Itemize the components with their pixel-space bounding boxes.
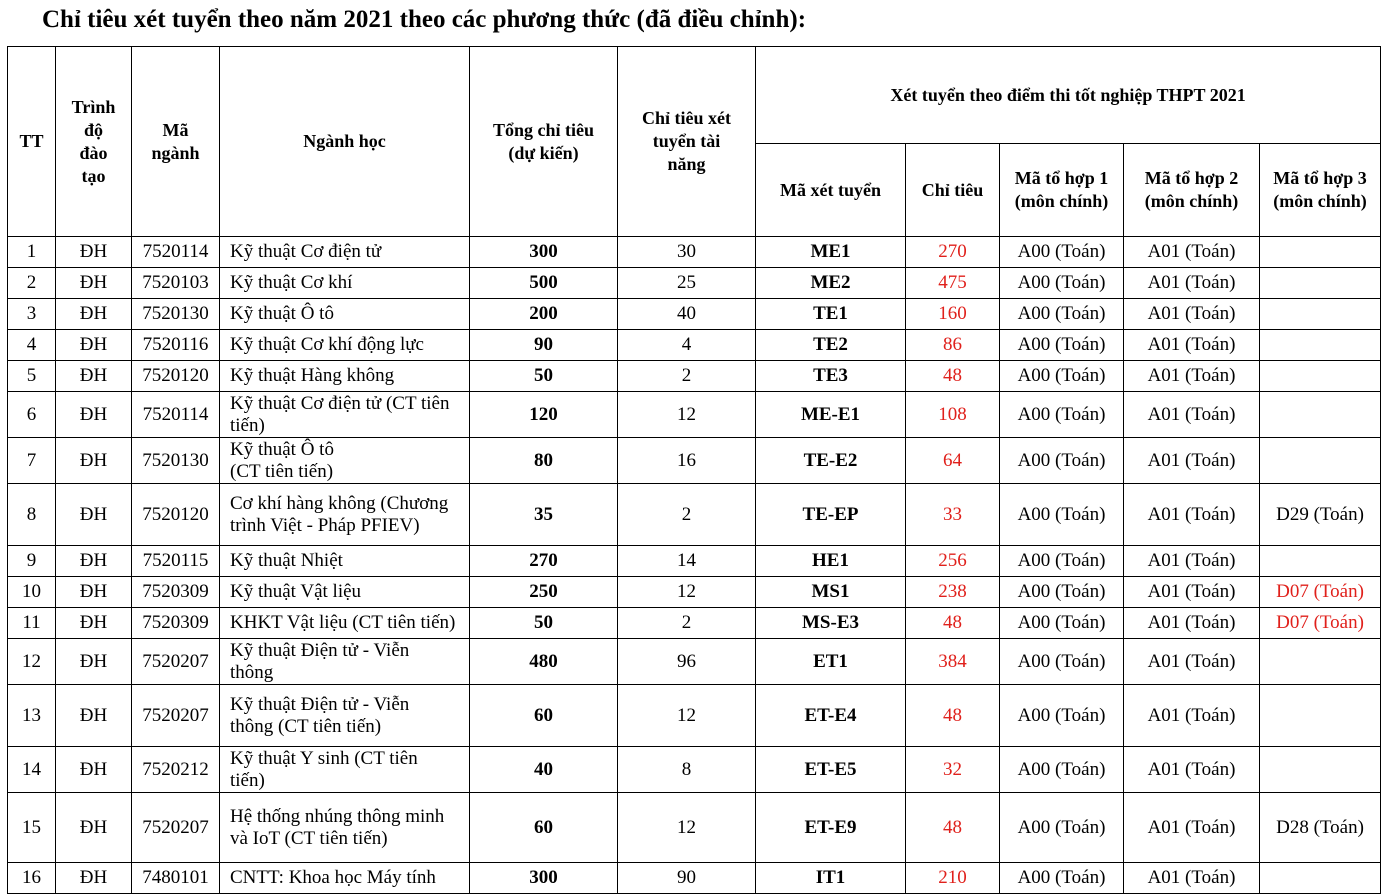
cell-chi-tieu: 270 <box>906 237 1000 268</box>
header-trinh-do: Trình độ đào tạo <box>56 47 132 237</box>
cell-chi-tieu: 384 <box>906 639 1000 685</box>
cell-chi-tieu: 48 <box>906 793 1000 863</box>
cell-tong-chi-tieu: 50 <box>470 608 618 639</box>
cell-ma-xet-tuyen: ET1 <box>756 639 906 685</box>
cell-trinh-do: ĐH <box>56 685 132 747</box>
cell-to-hop-1: A00 (Toán) <box>1000 237 1124 268</box>
nganh-hoc-line: Kỹ thuật Ô tô <box>230 303 334 324</box>
cell-chi-tieu-tai-nang: 2 <box>618 361 756 392</box>
cell-chi-tieu: 160 <box>906 299 1000 330</box>
cell-to-hop-1: A00 (Toán) <box>1000 299 1124 330</box>
cell-tt: 8 <box>8 484 56 546</box>
cell-ma-xet-tuyen: ME1 <box>756 237 906 268</box>
nganh-hoc-line: KHKT Vật liệu (CT tiên tiến) <box>230 612 456 633</box>
cell-trinh-do: ĐH <box>56 268 132 299</box>
cell-chi-tieu-tai-nang: 12 <box>618 793 756 863</box>
nganh-hoc-line: thông <box>230 661 274 683</box>
cell-chi-tieu: 108 <box>906 392 1000 438</box>
cell-tt: 11 <box>8 608 56 639</box>
cell-to-hop-3 <box>1260 392 1381 438</box>
nganh-hoc-line: Kỹ thuật Cơ khí <box>230 272 353 293</box>
cell-nganh-hoc <box>220 392 470 438</box>
cell-tt: 7 <box>8 438 56 484</box>
cell-tt: 2 <box>8 268 56 299</box>
cell-to-hop-3 <box>1260 361 1381 392</box>
cell-to-hop-3 <box>1260 546 1381 577</box>
cell-ma-nganh: 7520207 <box>132 639 220 685</box>
cell-trinh-do: ĐH <box>56 577 132 608</box>
cell-to-hop-2: A01 (Toán) <box>1124 546 1260 577</box>
cell-tt: 6 <box>8 392 56 438</box>
cell-trinh-do: ĐH <box>56 747 132 793</box>
cell-trinh-do: ĐH <box>56 608 132 639</box>
cell-nganh-hoc <box>220 685 470 747</box>
header-tt: TT <box>8 47 56 237</box>
cell-nganh-hoc <box>220 237 470 268</box>
cell-tt: 1 <box>8 237 56 268</box>
cell-tt: 16 <box>8 863 56 894</box>
table-row <box>8 863 1381 894</box>
cell-tong-chi-tieu: 250 <box>470 577 618 608</box>
cell-nganh-hoc <box>220 361 470 392</box>
cell-ma-nganh: 7520120 <box>132 484 220 546</box>
cell-to-hop-3 <box>1260 685 1381 747</box>
table-row <box>8 330 1381 361</box>
cell-nganh-hoc <box>220 546 470 577</box>
cell-to-hop-3 <box>1260 237 1381 268</box>
cell-nganh-hoc <box>220 299 470 330</box>
cell-to-hop-1: A00 (Toán) <box>1000 577 1124 608</box>
header-tong-chi-tieu: Tổng chỉ tiêu (dự kiến) <box>470 47 618 237</box>
cell-to-hop-3 <box>1260 863 1381 894</box>
cell-to-hop-2: A01 (Toán) <box>1124 237 1260 268</box>
header-chi-tieu-tai-nang: Chỉ tiêu xét tuyển tài năng <box>618 47 756 237</box>
cell-chi-tieu-tai-nang: 4 <box>618 330 756 361</box>
cell-ma-nganh: 7520207 <box>132 793 220 863</box>
nganh-hoc-line: Kỹ thuật Hàng không <box>230 365 395 386</box>
cell-tong-chi-tieu: 90 <box>470 330 618 361</box>
cell-ma-xet-tuyen: MS1 <box>756 577 906 608</box>
cell-to-hop-2: A01 (Toán) <box>1124 330 1260 361</box>
cell-to-hop-2: A01 (Toán) <box>1124 392 1260 438</box>
cell-chi-tieu-tai-nang: 2 <box>618 484 756 546</box>
cell-to-hop-1: A00 (Toán) <box>1000 361 1124 392</box>
cell-tt: 10 <box>8 577 56 608</box>
cell-tt: 13 <box>8 685 56 747</box>
cell-chi-tieu-tai-nang: 2 <box>618 608 756 639</box>
nganh-hoc-line: Hệ thống nhúng thông minh <box>230 805 445 827</box>
cell-ma-nganh: 7520114 <box>132 237 220 268</box>
nganh-hoc-line: Kỹ thuật Vật liệu <box>230 581 362 602</box>
cell-ma-xet-tuyen: HE1 <box>756 546 906 577</box>
nganh-hoc-line: Kỹ thuật Nhiệt <box>230 550 343 571</box>
cell-nganh-hoc <box>220 608 470 639</box>
nganh-hoc-line: Kỹ thuật Cơ điện tử <box>230 241 382 262</box>
cell-chi-tieu: 48 <box>906 361 1000 392</box>
cell-tong-chi-tieu: 60 <box>470 793 618 863</box>
cell-tt: 15 <box>8 793 56 863</box>
cell-to-hop-1: A00 (Toán) <box>1000 438 1124 484</box>
cell-to-hop-1: A00 (Toán) <box>1000 330 1124 361</box>
cell-to-hop-3 <box>1260 639 1381 685</box>
cell-ma-nganh: 7520309 <box>132 608 220 639</box>
header-ma-xet-tuyen: Mã xét tuyển <box>756 144 906 237</box>
cell-ma-nganh: 7520130 <box>132 438 220 484</box>
cell-trinh-do: ĐH <box>56 330 132 361</box>
cell-trinh-do: ĐH <box>56 299 132 330</box>
cell-ma-xet-tuyen: ET-E5 <box>756 747 906 793</box>
cell-ma-nganh: 7520103 <box>132 268 220 299</box>
table-row <box>8 639 1381 685</box>
cell-nganh-hoc <box>220 484 470 546</box>
table-row <box>8 793 1381 863</box>
cell-to-hop-3: D07 (Toán) <box>1260 608 1381 639</box>
nganh-hoc-line: Kỹ thuật Y sinh (CT tiên <box>230 747 418 769</box>
nganh-hoc-line: CNTT: Khoa học Máy tính <box>230 867 436 888</box>
cell-to-hop-3: D29 (Toán) <box>1260 484 1381 546</box>
nganh-hoc-line: Kỹ thuật Điện tử - Viễn <box>230 639 410 661</box>
cell-to-hop-3 <box>1260 299 1381 330</box>
cell-chi-tieu: 64 <box>906 438 1000 484</box>
cell-to-hop-2: A01 (Toán) <box>1124 685 1260 747</box>
cell-tong-chi-tieu: 60 <box>470 685 618 747</box>
cell-tong-chi-tieu: 35 <box>470 484 618 546</box>
cell-tong-chi-tieu: 50 <box>470 361 618 392</box>
cell-ma-xet-tuyen: TE-EP <box>756 484 906 546</box>
cell-ma-xet-tuyen: ME2 <box>756 268 906 299</box>
header-ma-nganh: Mã ngành <box>132 47 220 237</box>
cell-to-hop-1: A00 (Toán) <box>1000 793 1124 863</box>
cell-ma-xet-tuyen: TE-E2 <box>756 438 906 484</box>
cell-to-hop-2: A01 (Toán) <box>1124 438 1260 484</box>
cell-to-hop-2: A01 (Toán) <box>1124 361 1260 392</box>
cell-nganh-hoc <box>220 863 470 894</box>
table-body <box>8 237 1381 894</box>
cell-trinh-do: ĐH <box>56 237 132 268</box>
cell-to-hop-2: A01 (Toán) <box>1124 863 1260 894</box>
cell-trinh-do: ĐH <box>56 863 132 894</box>
nganh-hoc-line: (CT tiên tiến) <box>230 460 334 482</box>
table-row <box>8 685 1381 747</box>
nganh-hoc-line: tiến) <box>230 414 265 436</box>
cell-to-hop-3: D28 (Toán) <box>1260 793 1381 863</box>
cell-chi-tieu-tai-nang: 40 <box>618 299 756 330</box>
cell-tt: 5 <box>8 361 56 392</box>
cell-nganh-hoc <box>220 639 470 685</box>
cell-tong-chi-tieu: 480 <box>470 639 618 685</box>
nganh-hoc-line: Cơ khí hàng không (Chương <box>230 492 449 514</box>
cell-to-hop-1: A00 (Toán) <box>1000 392 1124 438</box>
cell-tt: 14 <box>8 747 56 793</box>
cell-chi-tieu-tai-nang: 14 <box>618 546 756 577</box>
cell-chi-tieu: 48 <box>906 608 1000 639</box>
nganh-hoc-line: Kỹ thuật Cơ khí động lực <box>230 334 424 355</box>
nganh-hoc-line: Kỹ thuật Ô tô <box>230 438 334 460</box>
cell-ma-xet-tuyen: TE1 <box>756 299 906 330</box>
cell-chi-tieu: 210 <box>906 863 1000 894</box>
table-row <box>8 268 1381 299</box>
cell-ma-xet-tuyen: ME-E1 <box>756 392 906 438</box>
cell-nganh-hoc <box>220 577 470 608</box>
cell-to-hop-2: A01 (Toán) <box>1124 793 1260 863</box>
cell-trinh-do: ĐH <box>56 438 132 484</box>
cell-nganh-hoc <box>220 793 470 863</box>
cell-tt: 12 <box>8 639 56 685</box>
cell-chi-tieu: 86 <box>906 330 1000 361</box>
cell-to-hop-1: A00 (Toán) <box>1000 268 1124 299</box>
cell-ma-xet-tuyen: TE3 <box>756 361 906 392</box>
cell-chi-tieu: 32 <box>906 747 1000 793</box>
header-to-hop-1: Mã tổ hợp 1 (môn chính) <box>1000 144 1124 237</box>
nganh-hoc-line: trình Việt - Pháp PFIEV) <box>230 514 420 536</box>
cell-ma-nganh: 7520114 <box>132 392 220 438</box>
cell-nganh-hoc <box>220 747 470 793</box>
table-row <box>8 546 1381 577</box>
table-row <box>8 237 1381 268</box>
cell-to-hop-1: A00 (Toán) <box>1000 484 1124 546</box>
table-row <box>8 577 1381 608</box>
cell-chi-tieu: 33 <box>906 484 1000 546</box>
cell-trinh-do: ĐH <box>56 793 132 863</box>
cell-to-hop-3 <box>1260 747 1381 793</box>
nganh-hoc-line: thông (CT tiên tiến) <box>230 715 382 737</box>
cell-to-hop-2: A01 (Toán) <box>1124 484 1260 546</box>
cell-tong-chi-tieu: 80 <box>470 438 618 484</box>
cell-ma-nganh: 7480101 <box>132 863 220 894</box>
cell-tt: 3 <box>8 299 56 330</box>
cell-chi-tieu: 475 <box>906 268 1000 299</box>
cell-tong-chi-tieu: 200 <box>470 299 618 330</box>
cell-chi-tieu-tai-nang: 96 <box>618 639 756 685</box>
cell-to-hop-1: A00 (Toán) <box>1000 685 1124 747</box>
table-row <box>8 747 1381 793</box>
cell-trinh-do: ĐH <box>56 484 132 546</box>
cell-chi-tieu-tai-nang: 12 <box>618 577 756 608</box>
cell-nganh-hoc <box>220 438 470 484</box>
cell-ma-xet-tuyen: TE2 <box>756 330 906 361</box>
cell-to-hop-2: A01 (Toán) <box>1124 747 1260 793</box>
cell-ma-xet-tuyen: IT1 <box>756 863 906 894</box>
cell-trinh-do: ĐH <box>56 546 132 577</box>
cell-chi-tieu-tai-nang: 25 <box>618 268 756 299</box>
nganh-hoc-line: Kỹ thuật Cơ điện tử (CT tiên <box>230 392 450 414</box>
cell-tong-chi-tieu: 300 <box>470 863 618 894</box>
cell-ma-nganh: 7520115 <box>132 546 220 577</box>
cell-chi-tieu-tai-nang: 30 <box>618 237 756 268</box>
cell-trinh-do: ĐH <box>56 392 132 438</box>
cell-chi-tieu-tai-nang: 16 <box>618 438 756 484</box>
cell-chi-tieu-tai-nang: 8 <box>618 747 756 793</box>
header-group-thpt: Xét tuyển theo điểm thi tốt nghiệp THPT 2021 <box>756 47 1381 144</box>
header-to-hop-2: Mã tổ hợp 2 (môn chính) <box>1124 144 1260 237</box>
cell-to-hop-2: A01 (Toán) <box>1124 299 1260 330</box>
cell-to-hop-2: A01 (Toán) <box>1124 608 1260 639</box>
cell-trinh-do: ĐH <box>56 361 132 392</box>
cell-to-hop-1: A00 (Toán) <box>1000 608 1124 639</box>
cell-to-hop-1: A00 (Toán) <box>1000 863 1124 894</box>
cell-to-hop-2: A01 (Toán) <box>1124 639 1260 685</box>
cell-tong-chi-tieu: 120 <box>470 392 618 438</box>
cell-to-hop-3: D07 (Toán) <box>1260 577 1381 608</box>
table-row <box>8 484 1381 546</box>
admission-quota-table <box>7 46 1381 894</box>
cell-to-hop-3 <box>1260 268 1381 299</box>
cell-tong-chi-tieu: 300 <box>470 237 618 268</box>
cell-chi-tieu-tai-nang: 12 <box>618 685 756 747</box>
nganh-hoc-line: và IoT (CT tiên tiến) <box>230 827 388 849</box>
cell-ma-xet-tuyen: ET-E4 <box>756 685 906 747</box>
table-row <box>8 299 1381 330</box>
header-nganh-hoc: Ngành học <box>220 47 470 237</box>
cell-chi-tieu-tai-nang: 90 <box>618 863 756 894</box>
header-to-hop-3: Mã tổ hợp 3 (môn chính) <box>1260 144 1381 237</box>
cell-chi-tieu: 238 <box>906 577 1000 608</box>
cell-ma-nganh: 7520116 <box>132 330 220 361</box>
cell-to-hop-2: A01 (Toán) <box>1124 268 1260 299</box>
cell-to-hop-3 <box>1260 330 1381 361</box>
cell-tong-chi-tieu: 270 <box>470 546 618 577</box>
nganh-hoc-line: tiến) <box>230 769 265 791</box>
cell-tong-chi-tieu: 500 <box>470 268 618 299</box>
cell-to-hop-1: A00 (Toán) <box>1000 546 1124 577</box>
cell-chi-tieu: 256 <box>906 546 1000 577</box>
cell-to-hop-2: A01 (Toán) <box>1124 577 1260 608</box>
cell-ma-xet-tuyen: MS-E3 <box>756 608 906 639</box>
page-title: Chỉ tiêu xét tuyển theo năm 2021 theo các phương thức (đã điều chỉnh): <box>42 6 807 33</box>
cell-ma-nganh: 7520212 <box>132 747 220 793</box>
cell-tt: 9 <box>8 546 56 577</box>
cell-to-hop-3 <box>1260 438 1381 484</box>
nganh-hoc-line: Kỹ thuật Điện tử - Viễn <box>230 693 410 715</box>
cell-nganh-hoc <box>220 330 470 361</box>
cell-chi-tieu: 48 <box>906 685 1000 747</box>
cell-tong-chi-tieu: 40 <box>470 747 618 793</box>
table-row <box>8 392 1381 438</box>
cell-nganh-hoc <box>220 268 470 299</box>
cell-to-hop-1: A00 (Toán) <box>1000 639 1124 685</box>
cell-ma-nganh: 7520120 <box>132 361 220 392</box>
cell-ma-xet-tuyen: ET-E9 <box>756 793 906 863</box>
cell-ma-nganh: 7520130 <box>132 299 220 330</box>
cell-chi-tieu-tai-nang: 12 <box>618 392 756 438</box>
cell-ma-nganh: 7520207 <box>132 685 220 747</box>
table-row <box>8 361 1381 392</box>
cell-trinh-do: ĐH <box>56 639 132 685</box>
header-chi-tieu: Chỉ tiêu <box>906 144 1000 237</box>
table-row <box>8 438 1381 484</box>
table-row <box>8 608 1381 639</box>
cell-ma-nganh: 7520309 <box>132 577 220 608</box>
cell-to-hop-1: A00 (Toán) <box>1000 747 1124 793</box>
cell-tt: 4 <box>8 330 56 361</box>
